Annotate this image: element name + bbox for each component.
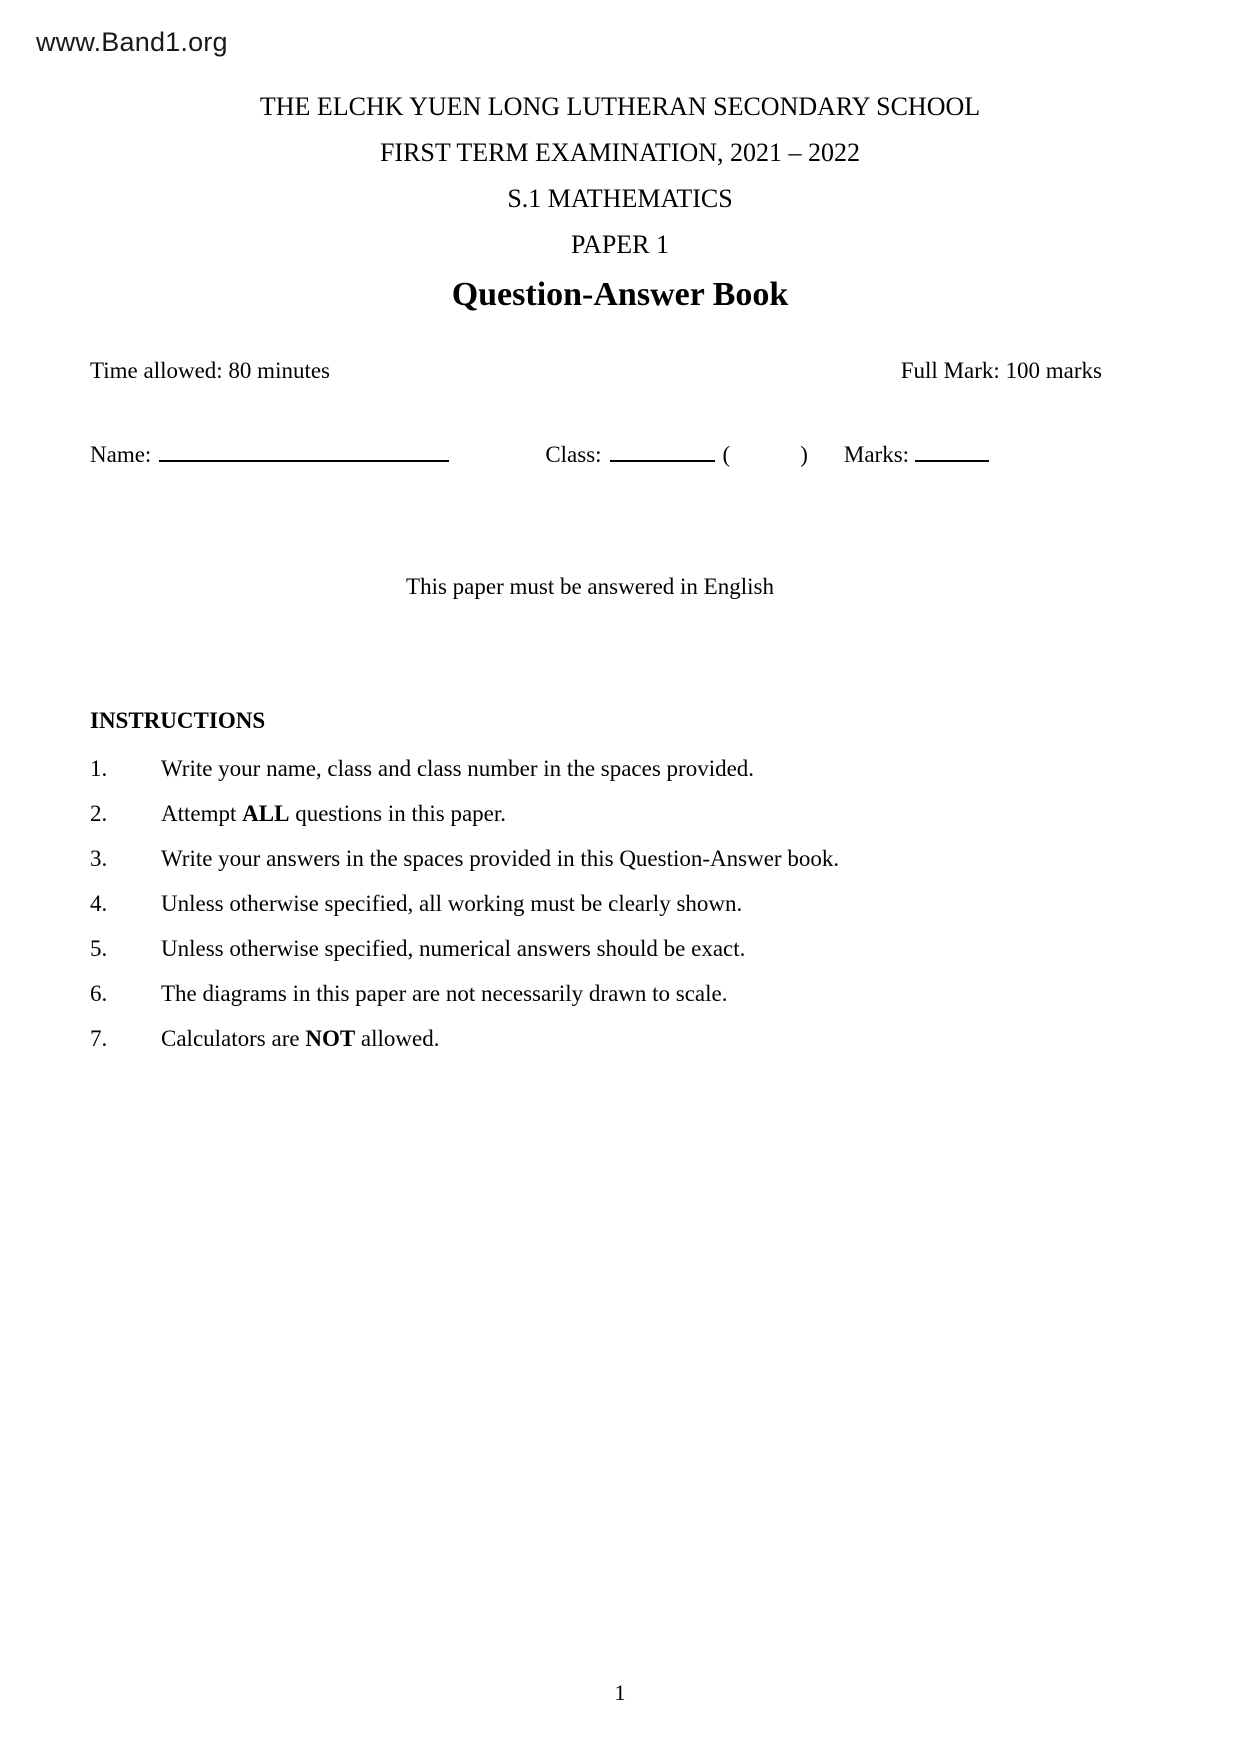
subject-title: S.1 MATHEMATICS bbox=[507, 184, 733, 213]
full-mark-text: Full Mark: 100 marks bbox=[900, 358, 1102, 383]
instruction-item-3 bbox=[90, 845, 1150, 873]
time-allowed-text: Time allowed: 80 minutes bbox=[90, 358, 331, 383]
instruction-item-6 bbox=[90, 980, 1150, 1008]
instruction-text: Write your answers in the spaces provided in this Question-Answer book. bbox=[161, 846, 840, 871]
instruction-number: 1. bbox=[90, 756, 108, 781]
class-label: Class: bbox=[545, 442, 602, 468]
page-number: 1 bbox=[614, 1680, 626, 1705]
language-notice: This paper must be answered in English bbox=[406, 574, 774, 599]
instruction-text: Calculators are NOT allowed. bbox=[161, 1026, 440, 1051]
instruction-text: Write your name, class and class number in the spaces provided. bbox=[161, 756, 755, 781]
name-blank-line bbox=[159, 438, 449, 462]
instruction-text: The diagrams in this paper are not necessarily drawn to scale. bbox=[161, 981, 728, 1006]
exam-title: FIRST TERM EXAMINATION, 2021 – 2022 bbox=[379, 138, 861, 167]
instruction-number: 2. bbox=[90, 801, 108, 826]
marks-blank-line bbox=[915, 438, 989, 462]
paper-number: PAPER 1 bbox=[570, 230, 670, 259]
instructions-heading: INSTRUCTIONS bbox=[90, 708, 266, 733]
class-blank-line bbox=[610, 438, 715, 462]
instruction-number: 5. bbox=[90, 936, 108, 961]
class-number-paren-close: ) bbox=[800, 442, 808, 468]
school-name: THE ELCHK YUEN LONG LUTHERAN SECONDARY SCHOOL bbox=[259, 92, 981, 121]
website-watermark: www.Band1.org bbox=[36, 27, 228, 57]
student-info-row bbox=[90, 438, 1150, 468]
instruction-number: 7. bbox=[90, 1026, 108, 1051]
name-label: Name: bbox=[90, 442, 152, 468]
title-block bbox=[0, 84, 1240, 322]
instruction-item-4 bbox=[90, 890, 1150, 918]
instruction-item-1 bbox=[90, 755, 1150, 783]
book-title: Question-Answer Book bbox=[451, 276, 789, 313]
instruction-item-7 bbox=[90, 1025, 1150, 1053]
instruction-text: Unless otherwise specified, all working must be clearly shown. bbox=[161, 891, 743, 916]
exam-meta-row bbox=[90, 358, 1102, 384]
marks-label: Marks: bbox=[843, 442, 910, 468]
instruction-item-2 bbox=[90, 800, 1150, 828]
instruction-number: 6. bbox=[90, 981, 108, 1006]
instruction-number: 3. bbox=[90, 846, 108, 871]
instruction-text: Unless otherwise specified, numerical answers should be exact. bbox=[161, 936, 746, 961]
class-number-paren-open: ( bbox=[722, 442, 731, 468]
instruction-item-5 bbox=[90, 935, 1150, 963]
instructions-section bbox=[90, 706, 1150, 1070]
instruction-text: Attempt ALL questions in this paper. bbox=[161, 801, 507, 826]
instruction-number: 4. bbox=[90, 891, 108, 916]
